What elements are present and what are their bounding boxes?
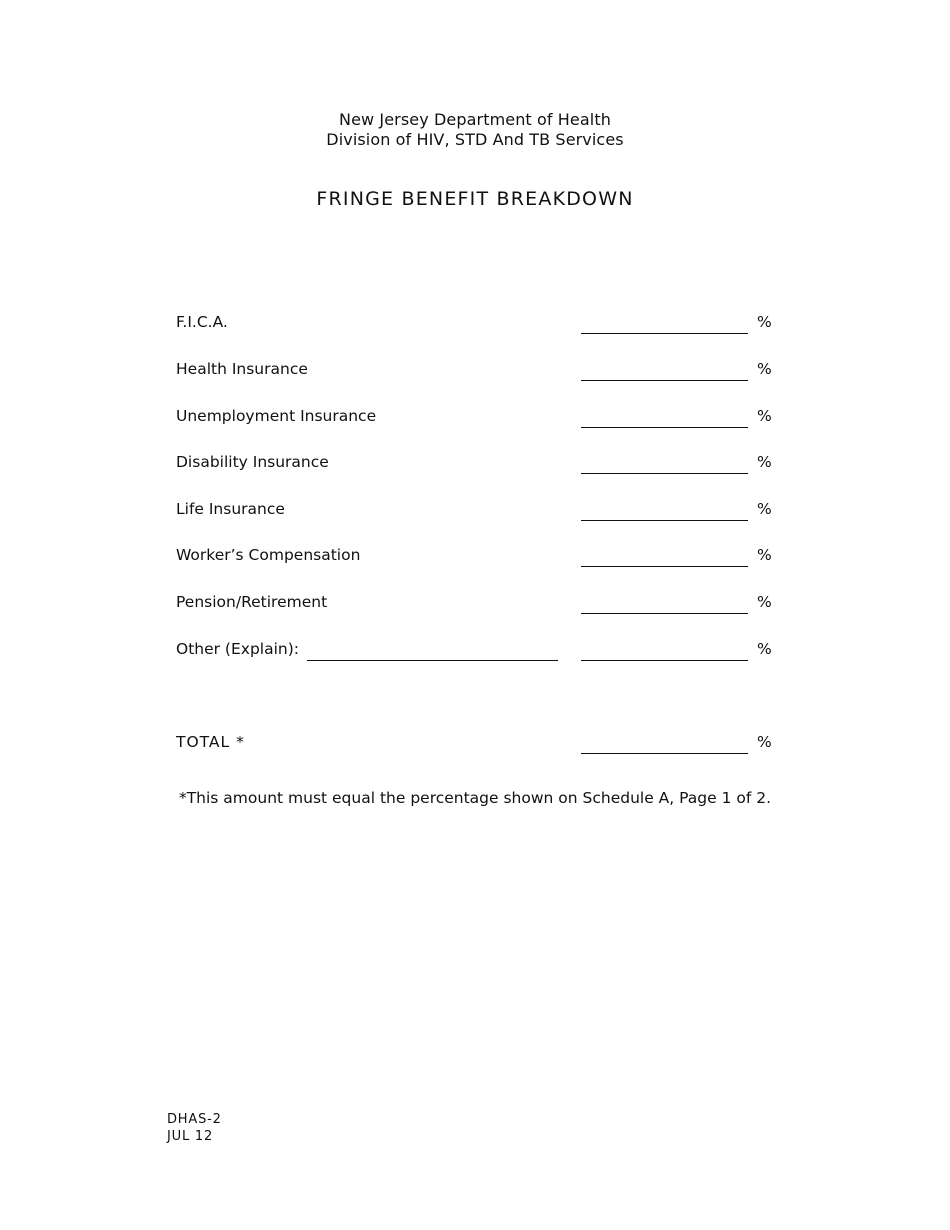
- field-label-health-insurance: Health Insurance: [176, 360, 308, 378]
- disability-insurance-input[interactable]: [581, 473, 748, 474]
- field-label-disability-insurance: Disability Insurance: [176, 453, 329, 471]
- percent-sign: %: [757, 733, 772, 751]
- field-label-other: Other (Explain):: [176, 640, 299, 658]
- percent-sign: %: [757, 360, 772, 378]
- percent-sign: %: [757, 640, 772, 658]
- health-insurance-input[interactable]: [581, 380, 748, 381]
- workers-compensation-input[interactable]: [581, 566, 748, 567]
- field-label-life-insurance: Life Insurance: [176, 500, 285, 518]
- page-title: FRINGE BENEFIT BREAKDOWN: [316, 188, 634, 210]
- revision-date: JUL 12: [167, 1129, 214, 1144]
- life-insurance-input[interactable]: [581, 520, 748, 521]
- field-row-pension-retirement: [0, 589, 950, 615]
- field-label-pension-retirement: Pension/Retirement: [176, 593, 328, 611]
- field-label-fica: F.I.C.A.: [176, 313, 228, 331]
- division-name: Division of HIV, STD And TB Services: [326, 130, 624, 149]
- other-input[interactable]: [581, 660, 748, 661]
- total-input[interactable]: [581, 753, 748, 754]
- other-explanation-input[interactable]: [307, 660, 558, 661]
- pension-retirement-input[interactable]: [581, 613, 748, 614]
- percent-sign: %: [757, 593, 772, 611]
- field-row-workers-compensation: [0, 542, 950, 568]
- percent-sign: %: [757, 313, 772, 331]
- agency-name: New Jersey Department of Health: [339, 110, 611, 129]
- unemployment-insurance-input[interactable]: [581, 427, 748, 428]
- total-row: [0, 729, 950, 755]
- percent-sign: %: [757, 407, 772, 425]
- field-row-other: [0, 636, 950, 662]
- field-row-health-insurance: [0, 356, 950, 382]
- field-row-unemployment-insurance: [0, 403, 950, 429]
- percent-sign: %: [757, 453, 772, 471]
- percent-sign: %: [757, 500, 772, 518]
- field-row-life-insurance: [0, 496, 950, 522]
- form-number: DHAS-2: [167, 1112, 222, 1127]
- total-label: TOTAL *: [176, 733, 245, 751]
- field-row-disability-insurance: [0, 449, 950, 475]
- fica-input[interactable]: [581, 333, 748, 334]
- field-label-workers-compensation: Worker’s Compensation: [176, 546, 361, 564]
- field-label-unemployment-insurance: Unemployment Insurance: [176, 407, 377, 425]
- field-row-fica: [0, 309, 950, 335]
- percent-sign: %: [757, 546, 772, 564]
- footnote: *This amount must equal the percentage shown on Schedule A, Page 1 of 2.: [178, 789, 772, 807]
